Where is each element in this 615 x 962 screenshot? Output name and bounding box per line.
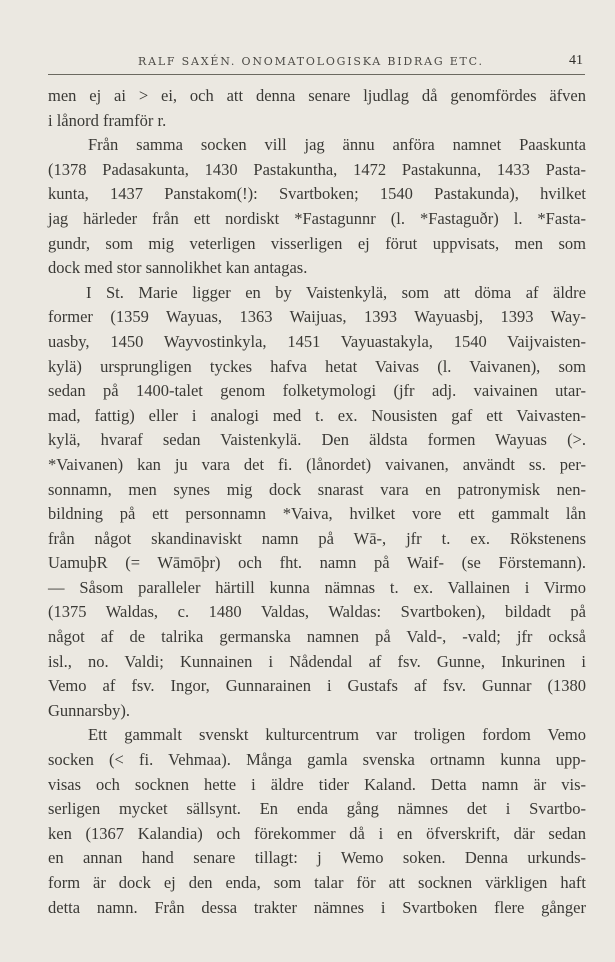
text-line: socken (< fi. Vehmaa). Många gamla svenska ortnamn kunna upp- bbox=[48, 750, 586, 770]
text-line: isl., no. Valdi; Kunnainen i Nådendal af fsv. Gunne, Inkurinen i bbox=[48, 651, 586, 671]
text-line: kunta, 1437 Panstakom(!): Svartboken; 1540 Pastakunda), hvilket bbox=[48, 184, 586, 204]
text-line: i lånord framför r. bbox=[48, 110, 167, 130]
text-line: från något skandinaviskt namn på Wā-, jfr t. ex. Rökstenens bbox=[48, 528, 586, 548]
text-line: gundr, som mig veterligen visserligen ej förut uppvisats, men som bbox=[48, 233, 586, 253]
text-line: detta namn. Från dessa trakter nämnes i Svartboken flere gånger bbox=[48, 897, 586, 917]
text-line: sedan på 1400-talet genom folketymologi (jfr adj. vaivainen utar- bbox=[48, 381, 586, 401]
text-line: (1378 Padasakunta, 1430 Pastakuntha, 1472 Pastakunna, 1433 Pasta- bbox=[48, 159, 586, 179]
body-text bbox=[48, 84, 586, 920]
text-line: Ett gammalt svenskt kulturcentrum var troligen fordom Vemo bbox=[88, 725, 586, 745]
text-line: Vemo af fsv. Ingor, Gunnarainen i Gustafs af fsv. Gunnar (1380 bbox=[48, 676, 586, 696]
page-number: 41 bbox=[569, 53, 583, 68]
text-line: bildning på ett personnamn *Vaiva, hvilket vore ett gammalt lån bbox=[48, 504, 586, 524]
text-line: kylä, hvaraf sedan Vaistenkylä. Den äldsta formen Wayuas (>. bbox=[48, 430, 586, 450]
text-line: kylä) ursprungligen tyckes hafva hetat Vaivas (l. Vaivanen), som bbox=[48, 356, 586, 376]
text-line: uasby, 1450 Wayvostinkyla, 1451 Vayuastakyla, 1540 Vaijvaisten- bbox=[48, 331, 586, 351]
text-line: något af de talrika germanska namnen på Vald-, -vald; jfr också bbox=[48, 627, 586, 647]
text-line: jag härleder från ett nordiskt *Fastagunnr (l. *Fastaguðr) l. *Fasta- bbox=[48, 208, 586, 228]
page-header bbox=[48, 54, 585, 75]
text-line: *Vaivanen) kan ju vara det fi. (lånordet) vaivanen, användt ss. per- bbox=[48, 454, 586, 474]
running-head: RALF SAXÉN. ONOMATOLOGISKA BIDRAG ETC. bbox=[138, 55, 484, 68]
text-line: dock med stor sannolikhet kan antagas. bbox=[48, 258, 308, 278]
text-line: mad, fattig) eller i analogi med t. ex. Nousisten gaf ett Vaivasten- bbox=[48, 405, 586, 425]
text-line: visas och socknen hette i äldre tider Kaland. Detta namn är vis- bbox=[48, 774, 586, 794]
text-line: men ej ai > ei, och att denna senare ljudlag då genomfördes äfven bbox=[48, 86, 586, 105]
text-line: ken (1367 Kalandia) och förekommer då i en öfverskrift, där sedan bbox=[48, 823, 586, 843]
text-line: (1375 Waldas, c. 1480 Valdas, Waldas: Svartboken), bildadt på bbox=[48, 602, 586, 622]
text-line: UamuþR (= Wāmōþr) och fht. namn på Waif- (se Förstemann). bbox=[48, 553, 586, 573]
text-line: — Såsom paralleler härtill kunna nämnas t. ex. Vallainen i Virmo bbox=[48, 577, 586, 597]
text-line: sonnamn, men synes mig dock snarast vara en patronymisk nen- bbox=[48, 479, 586, 499]
text-line: former (1359 Wayuas, 1363 Waijuas, 1393 Wayuasbj, 1393 Way- bbox=[48, 307, 586, 327]
text-line: form är dock ej den enda, som talar för att socknen värkligen haft bbox=[48, 873, 586, 892]
text-line: I St. Marie ligger en by Vaistenkylä, som att döma af äldre bbox=[86, 282, 586, 302]
text-line: serligen mycket sällsynt. En enda gång nämnes det i Svartbo- bbox=[48, 799, 586, 819]
text-line: Gunnarsby). bbox=[48, 700, 131, 720]
text-line: Från samma socken vill jag ännu anföra namnet Paaskunta bbox=[88, 135, 586, 155]
text-line: en annan hand senare tillagt: j Wemo soken. Denna urkunds- bbox=[48, 848, 586, 868]
